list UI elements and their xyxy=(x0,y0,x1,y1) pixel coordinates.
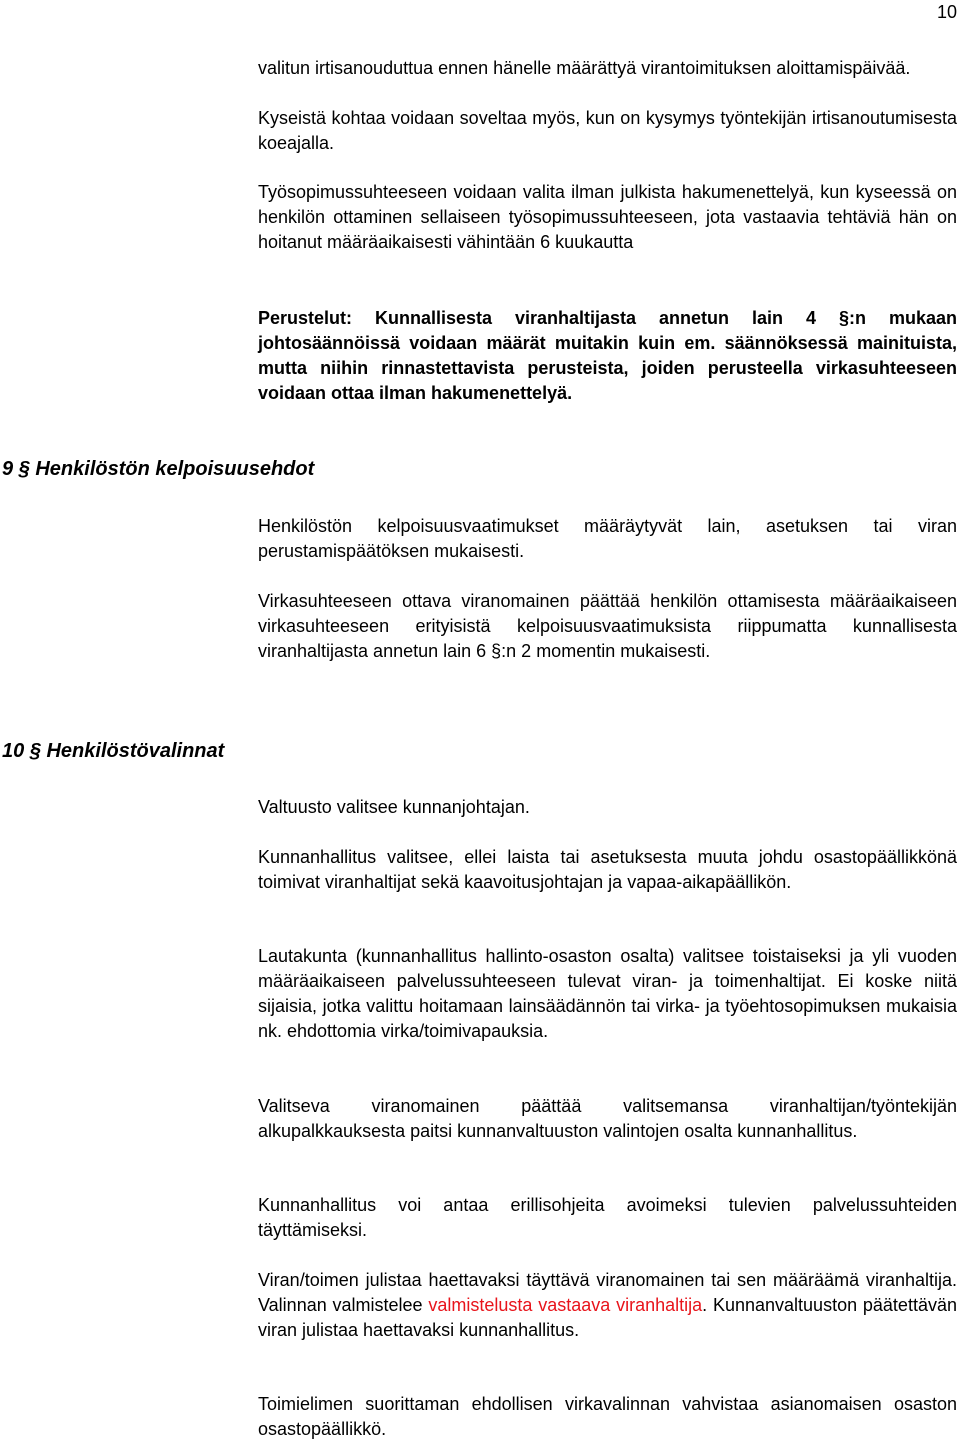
section-10-heading: 10 § Henkilöstövalinnat xyxy=(2,740,225,762)
section-10-paragraph-4: Valitseva viranomainen päättää valitsemansa viranhaltijan/työntekijän alkupalkkauksesta paitsi kunnanvaltuuston valintojen osalta kunnanhallitus. xyxy=(258,1096,957,1141)
section-9-paragraph-2: Virkasuhteeseen ottava viranomainen päättää henkilön ottamisesta määräaikaiseen virkasuhteeseen erityisistä kelpoisuusvaatimuksista riippumatta kunnallisesta viranhaltijasta annetun lain 6 §:n 2 momentin mukaisesti. xyxy=(258,591,957,661)
continuation-paragraph-3: Työsopimussuhteeseen voidaan valita ilman julkista hakumenettelyä, kun kyseessä on henkilön ottaminen sellaiseen työsopimussuhteeseen, jota vastaavia tehtäviä hän on hoitanut määräaikaisesti vähintään 6 kuukautta xyxy=(258,182,957,252)
section-10-paragraph-6 xyxy=(258,1268,957,1343)
paragraph-6-text-end: . Kunnanvaltuuston päätettävän viran julistaa haettavaksi kunnanhallitus. xyxy=(258,1295,957,1340)
continuation-paragraph-2: Kyseistä kohtaa voidaan soveltaa myös, kun on kysymys työntekijän irtisanoutumisesta koeajalla. xyxy=(258,108,957,153)
highlighted-text: valmistelusta vastaava viranhaltija xyxy=(428,1295,703,1315)
section-10-paragraph-3: Lautakunta (kunnanhallitus hallinto-osaston osalta) valitsee toistaiseksi ja yli vuoden määräaikaiseen palvelussuhteeseen tulevat viran- ja toimenhaltijat. Ei koske niitä sijaisia, jotka valittu hoitamaan lainsäädännön tai virka- ja työehtosopimuksen mukaisia nk. ehdottomia virka/toimivapauksia. xyxy=(258,946,957,1041)
paragraph-6-text-start: Viran/toimen julistaa haettavaksi täyttävä viranomainen tai sen määräämä viranhaltija. Valinnan valmistelee xyxy=(258,1270,957,1315)
section-9-paragraph-1: Henkilöstön kelpoisuusvaatimukset määräytyvät lain, asetuksen tai viran perustamispäätöksen mukaisesti. xyxy=(258,516,957,561)
continuation-paragraph-1: valitun irtisanouduttua ennen hänelle määrättyä virantoimituksen aloittamispäivää. xyxy=(258,58,911,78)
section-10-paragraph-7: Toimielimen suorittaman ehdollisen virkavalinnan vahvistaa asianomaisen osaston osastopäällikkö. xyxy=(258,1394,957,1439)
section-10-paragraph-2: Kunnanhallitus valitsee, ellei laista tai asetuksesta muuta johdu osastopäällikkönä toimivat viranhaltijat sekä kaavoitusjohtajan ja vapaa-aikapäällikön. xyxy=(258,847,957,892)
section-9-heading: 9 § Henkilöstön kelpoisuusehdot xyxy=(2,458,315,480)
section-10-paragraph-1: Valtuusto valitsee kunnanjohtajan. xyxy=(258,797,530,817)
section-10-paragraph-5: Kunnanhallitus voi antaa erillisohjeita avoimeksi tulevien palvelussuhteiden täyttämiseksi. xyxy=(258,1195,957,1240)
justification-paragraph: Perustelut: Kunnallisesta viranhaltijasta annetun lain 4 §:n mukaan johtosäännöissä voidaan määrät muitakin kuin em. säännöksessä mainituista, mutta niihin rinnastettavista perusteista, joiden perusteella virkasuhteeseen voidaan ottaa ilman hakumenettelyä. xyxy=(258,308,957,403)
page-number: 10 xyxy=(936,2,957,22)
